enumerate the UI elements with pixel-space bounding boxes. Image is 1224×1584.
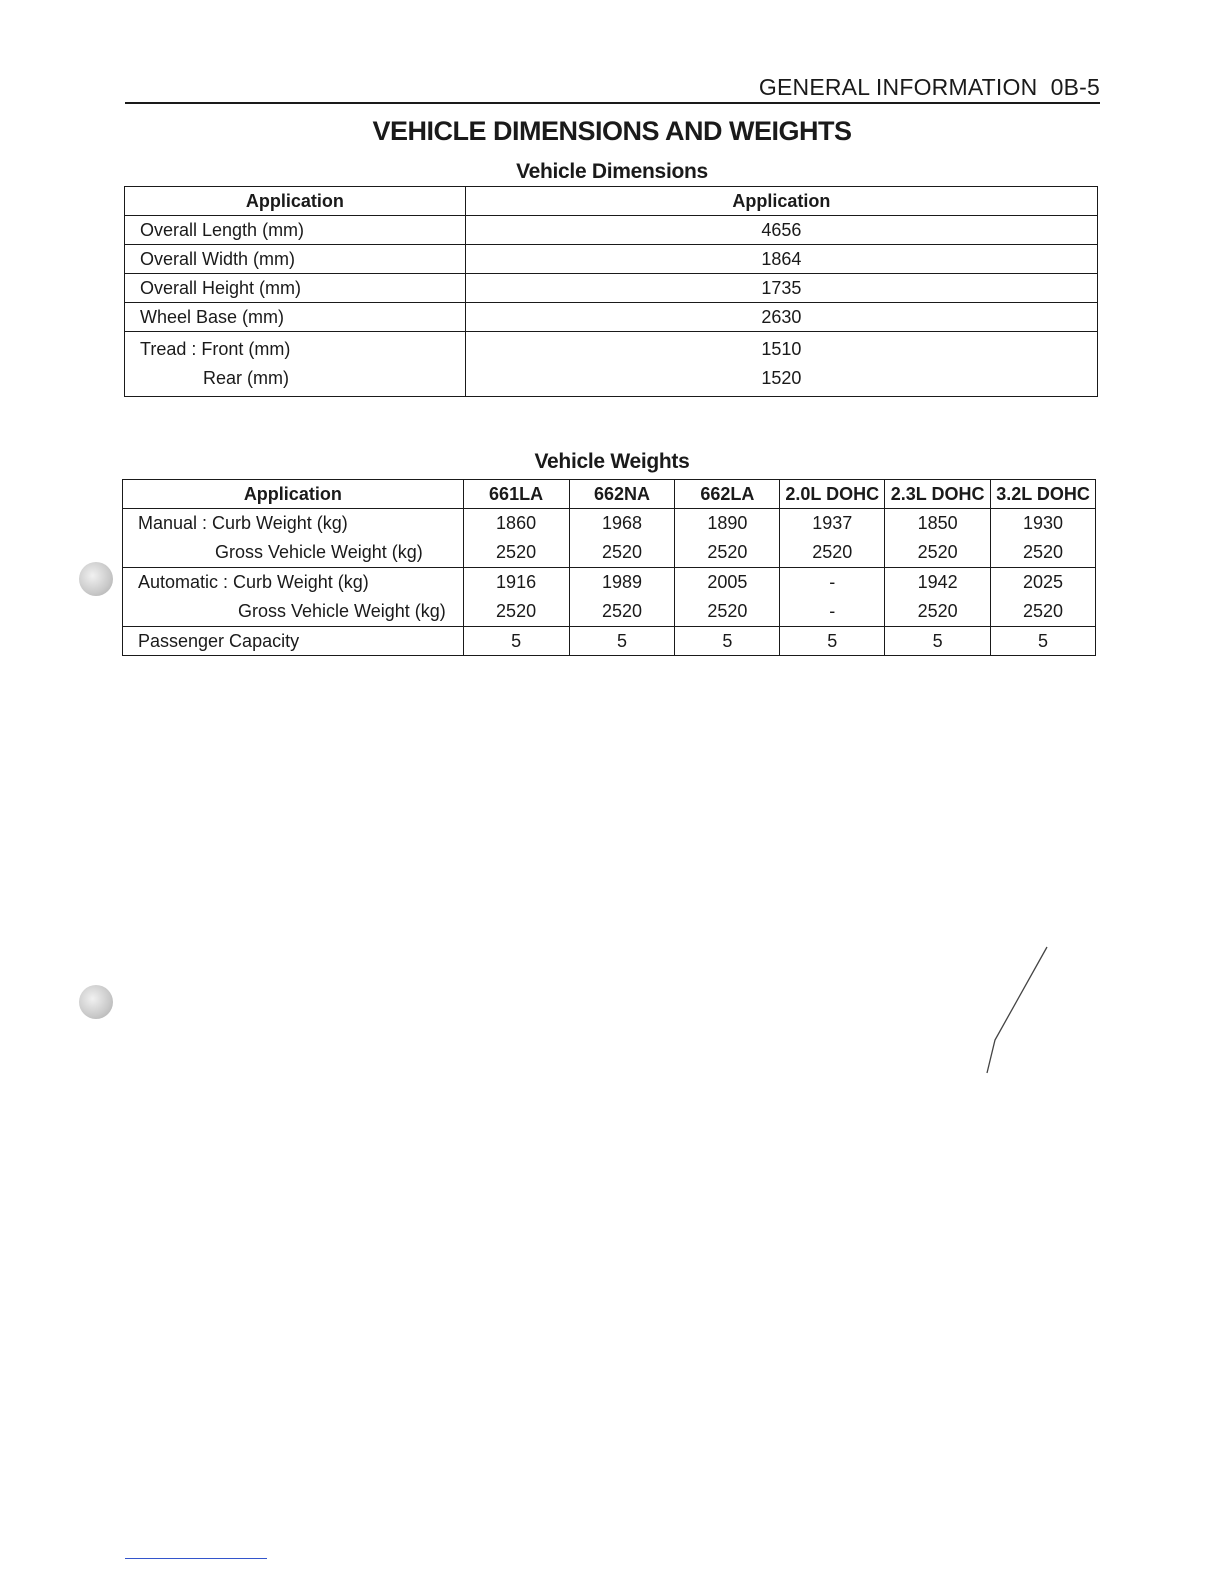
curb-value: 2005 — [707, 572, 748, 592]
gross-value: 2520 — [496, 542, 537, 562]
weight-cell — [463, 568, 569, 627]
gross-value: 2520 — [812, 542, 853, 562]
weight-cell — [780, 509, 885, 568]
row-label — [125, 332, 466, 397]
gross-value: 2520 — [917, 542, 958, 562]
gross-value: - — [829, 601, 836, 621]
table-row — [125, 303, 1098, 332]
table-row — [125, 245, 1098, 274]
row-value: 2630 — [465, 303, 1097, 332]
capacity-value: 5 — [991, 627, 1096, 656]
capacity-value: 5 — [569, 627, 675, 656]
row-value: 1735 — [465, 274, 1097, 303]
table-row-manual — [123, 509, 1096, 568]
page-header — [125, 72, 1100, 104]
curb-value: 1942 — [917, 572, 958, 592]
capacity-value: 5 — [675, 627, 780, 656]
curb-value: - — [829, 572, 836, 592]
dimensions-title: Vehicle Dimensions — [516, 160, 708, 183]
header-section: GENERAL INFORMATION — [758, 74, 1038, 100]
header-page-code: 0B-5 — [1050, 74, 1100, 100]
column-header: Application — [125, 187, 466, 216]
weights-title: Vehicle Weights — [534, 450, 690, 473]
column-header: 2.3L DOHC — [885, 480, 991, 509]
table-row — [125, 274, 1098, 303]
page-title: VEHICLE DIMENSIONS AND WEIGHTS — [372, 116, 852, 146]
curb-value: 1930 — [1023, 513, 1064, 533]
row-label — [123, 509, 464, 568]
row-value — [465, 332, 1097, 397]
row-value: 4656 — [465, 216, 1097, 245]
row-label: Overall Height (mm) — [125, 274, 466, 303]
row-label: Wheel Base (mm) — [125, 303, 466, 332]
table-header-row — [125, 187, 1098, 216]
row-label — [123, 568, 464, 627]
tread-front-label: Tread : Front (mm) — [140, 339, 291, 359]
row-label: Overall Length (mm) — [125, 216, 466, 245]
column-header: 3.2L DOHC — [991, 480, 1096, 509]
curb-value: 1968 — [601, 513, 642, 533]
weight-cell — [780, 568, 885, 627]
column-header: 2.0L DOHC — [780, 480, 885, 509]
gross-value: 2520 — [496, 601, 537, 621]
gross-value: 2520 — [917, 601, 958, 621]
punch-hole-mark — [79, 562, 113, 596]
pen-stroke-mark — [985, 945, 1055, 1075]
weights-table — [122, 479, 1096, 656]
gross-value: 2520 — [707, 601, 748, 621]
row-label: Passenger Capacity — [123, 627, 464, 656]
column-header: Application — [465, 187, 1097, 216]
curb-value: 1937 — [812, 513, 853, 533]
weight-cell — [675, 568, 780, 627]
weight-cell — [885, 568, 991, 627]
manual-curb-label: Manual : Curb Weight (kg) — [138, 513, 348, 533]
capacity-value: 5 — [780, 627, 885, 656]
row-label: Overall Width (mm) — [125, 245, 466, 274]
weight-cell — [569, 568, 675, 627]
curb-value: 1850 — [917, 513, 958, 533]
curb-value: 2025 — [1023, 572, 1064, 592]
column-header: 662NA — [569, 480, 675, 509]
column-header: Application — [123, 480, 464, 509]
weight-cell — [991, 509, 1096, 568]
weight-cell — [991, 568, 1096, 627]
table-row — [125, 216, 1098, 245]
curb-value: 1860 — [496, 513, 537, 533]
curb-value: 1989 — [601, 572, 642, 592]
automatic-curb-label: Automatic : Curb Weight (kg) — [138, 572, 369, 592]
gross-value: 2520 — [1023, 542, 1064, 562]
gross-value: 2520 — [707, 542, 748, 562]
row-value: 1864 — [465, 245, 1097, 274]
curb-value: 1916 — [496, 572, 537, 592]
dimensions-table — [124, 186, 1098, 397]
automatic-gross-label: Gross Vehicle Weight (kg) — [238, 601, 446, 621]
weight-cell — [675, 509, 780, 568]
manual-gross-label: Gross Vehicle Weight (kg) — [215, 542, 423, 562]
weight-cell — [569, 509, 675, 568]
weight-cell — [885, 509, 991, 568]
table-row-automatic — [123, 568, 1096, 627]
punch-hole-mark — [79, 985, 113, 1019]
curb-value: 1890 — [707, 513, 748, 533]
tread-rear-label: Rear (mm) — [203, 368, 289, 388]
table-row-passenger — [123, 627, 1096, 656]
column-header: 662LA — [675, 480, 780, 509]
gross-value: 2520 — [601, 601, 642, 621]
tread-rear-value: 1520 — [761, 368, 802, 388]
table-header-row — [123, 480, 1096, 509]
capacity-value: 5 — [463, 627, 569, 656]
capacity-value: 5 — [885, 627, 991, 656]
tread-front-value: 1510 — [761, 339, 802, 359]
column-header: 661LA — [463, 480, 569, 509]
footer-rule — [125, 1558, 267, 1559]
gross-value: 2520 — [601, 542, 642, 562]
gross-value: 2520 — [1023, 601, 1064, 621]
table-row-tread — [125, 332, 1098, 397]
weight-cell — [463, 509, 569, 568]
